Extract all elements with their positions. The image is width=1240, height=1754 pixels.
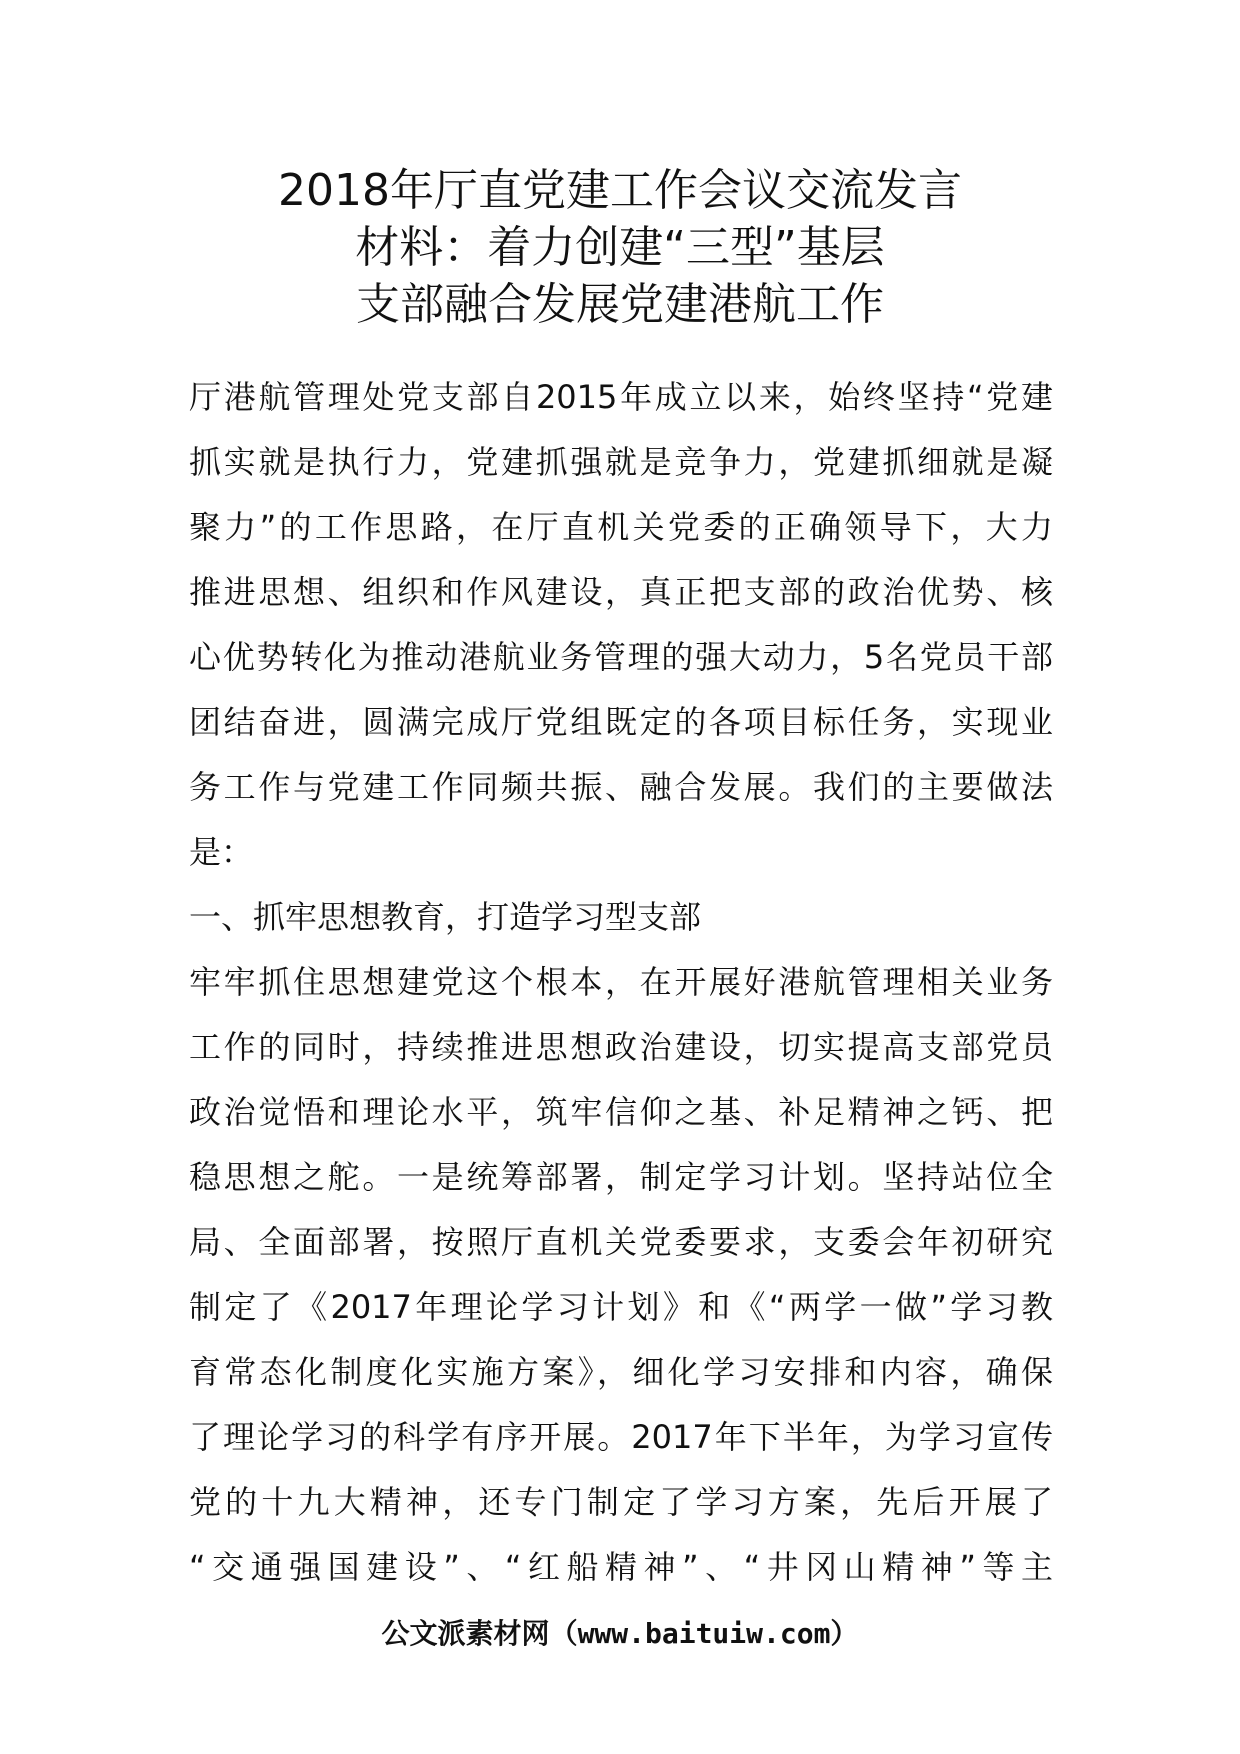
body-line: 局、全面部署，按照厅直机关党委要求，支委会年初研究	[189, 1223, 1053, 1261]
body-line: 了理论学习的科学有序开展。2017年下半年，为学习宣传	[189, 1418, 1053, 1456]
section-heading: 一、抓牢思想教育，打造学习型支部	[189, 898, 702, 936]
body-line: 制定了《2017年理论学习计划》和《“两学一做”学习教	[189, 1288, 1053, 1326]
body-line: 推进思想、组织和作风建设，真正把支部的政治优势、核	[189, 573, 1053, 611]
body-line: 党的十九大精神，还专门制定了学习方案，先后开展了	[189, 1483, 1053, 1521]
body-line: 心优势转化为推动港航业务管理的强大动力，5名党员干部	[189, 638, 1053, 676]
footer-site-name: 公文派素材网	[381, 1617, 550, 1650]
footer-watermark	[0, 1614, 1240, 1654]
title-line: 支部融合发展党建港航工作	[356, 279, 884, 330]
title-line: 2018年厅直党建工作会议交流发言	[278, 165, 962, 216]
body-line: 抓实就是执行力，党建抓强就是竞争力，党建抓细就是凝	[189, 443, 1053, 481]
document-body	[189, 365, 1053, 1600]
footer-url: （www.baituiw.com）	[549, 1617, 859, 1650]
body-line: 是：	[189, 833, 254, 871]
body-line: 育常态化制度化实施方案》，细化学习安排和内容，确保	[189, 1353, 1053, 1391]
body-line: 团结奋进，圆满完成厅党组既定的各项目标任务，实现业	[189, 703, 1053, 741]
body-line: 牢牢抓住思想建党这个根本，在开展好港航管理相关业务	[189, 963, 1053, 1001]
body-line: “交通强国建设”、“红船精神”、“井冈山精神”等主	[189, 1548, 1053, 1586]
body-line: 稳思想之舵。一是统筹部署，制定学习计划。坚持站位全	[189, 1158, 1053, 1196]
document-title	[0, 162, 1240, 333]
body-line: 工作的同时，持续推进思想政治建设，切实提高支部党员	[189, 1028, 1053, 1066]
body-line: 务工作与党建工作同频共振、融合发展。我们的主要做法	[189, 768, 1053, 806]
body-line: 聚力”的工作思路，在厅直机关党委的正确领导下，大力	[189, 508, 1053, 546]
body-line: 厅港航管理处党支部自2015年成立以来，始终坚持“党建	[189, 378, 1053, 416]
body-line: 政治觉悟和理论水平，筑牢信仰之基、补足精神之钙、把	[189, 1093, 1053, 1131]
title-line: 材料：着力创建“三型”基层	[355, 222, 885, 273]
